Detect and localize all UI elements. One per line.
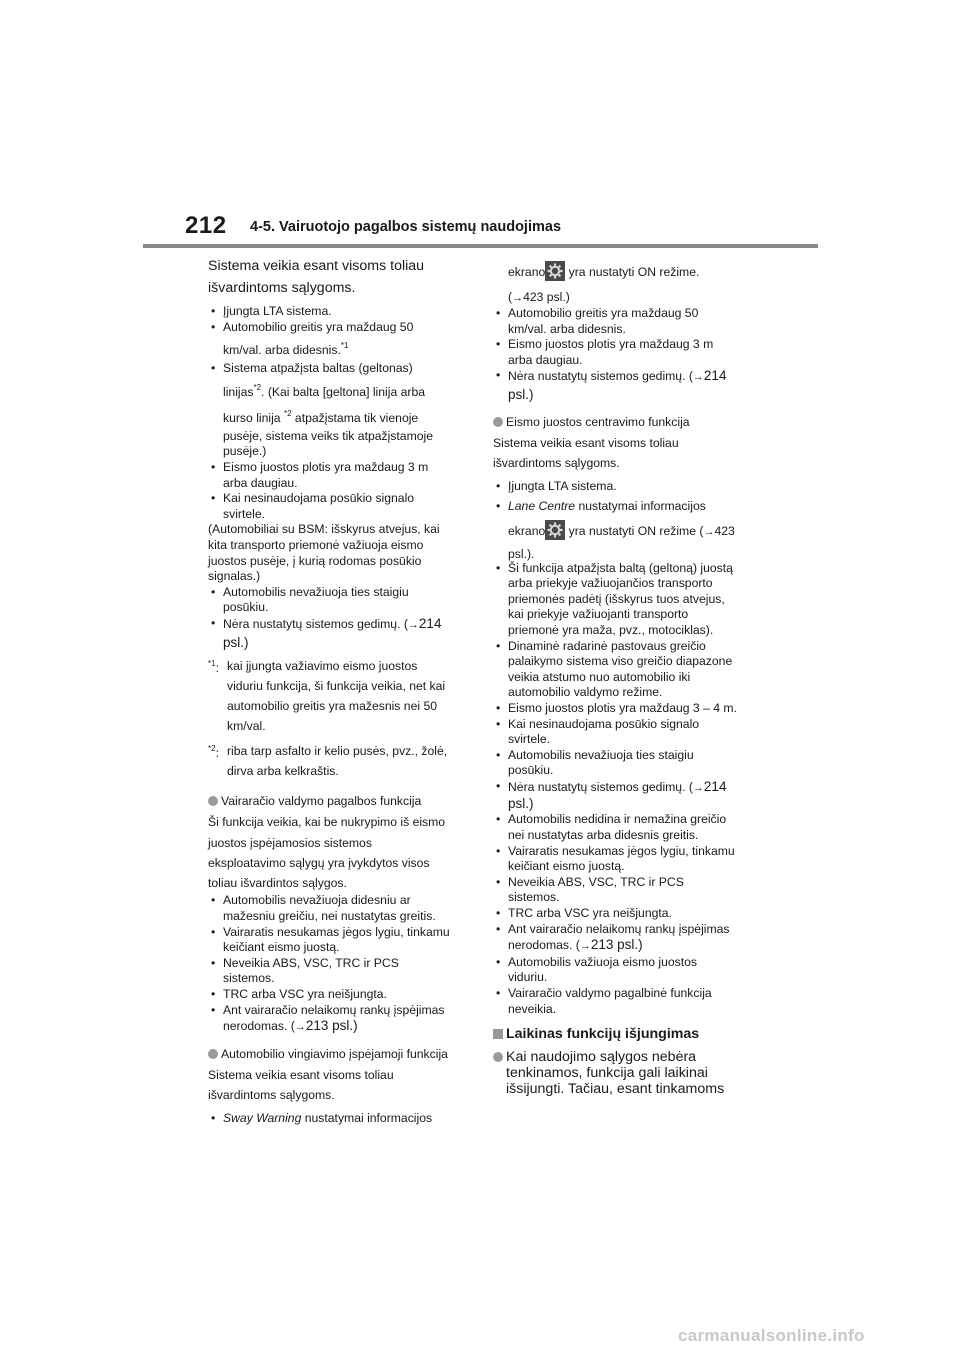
list-item: • Eismo juostos plotis yra maždaug 3 m arba daugiau. <box>493 337 755 368</box>
list-item: • Eismo juostos plotis yra maždaug 3 m arba daugiau. <box>208 460 470 491</box>
list-item: • Neveikia ABS, VSC, TRC ir PCS sistemos. <box>493 875 755 906</box>
list-item: • Automobilis nevažiuoja ties staigiu posūkiu. <box>493 748 755 779</box>
list-item: • Automobilis važiuoja eismo juostos viduriu. <box>493 955 755 986</box>
sway-warning-cont: ekrano yra nustatyti ON režime. <box>493 259 755 285</box>
list-item: • Ant vairaračio nelaikomų rankų įspėjimas nerodomas. (→213 psl.) <box>208 1003 470 1036</box>
gear-icon <box>545 261 565 281</box>
list-item: • Vairaračio valdymo pagalbinė funkcija neveikia. <box>493 986 755 1017</box>
gear-icon <box>545 520 565 540</box>
paragraph: Sistema veikia esant visoms toliau išvardintoms sąlygoms. <box>493 435 679 471</box>
list-item: • Automobilio greitis yra maždaug 50 km/val. arba didesnis. <box>493 306 755 337</box>
bsm-note: (Automobiliai su BSM: išskyrus atvejus, kai kita transporto priemonė važiuoja eismo juostos pusėje, į kurią rodomas posūkio signalas.) <box>208 522 440 584</box>
list-item: • Ant vairaračio nelaikomų rankų įspėjimas nerodomas. (→213 psl.) <box>493 922 755 955</box>
list-item: • Lane Centre nustatymai informacijos ekrano yra nustatyti ON režime (→423 psl.). <box>493 496 755 561</box>
list-item: • Vairaratis nesukamas jėgos lygiu, tinkamu keičiant eismo juostą. <box>493 844 755 875</box>
section-title: 4-5. Vairuotojo pagalbos sistemų naudojimas <box>250 219 562 235</box>
list-item: • Eismo juostos plotis yra maždaug 3 – 4 m. <box>493 701 755 717</box>
list-item: • Kai nesinaudojama posūkio signalo svirtele. <box>208 491 470 522</box>
right-column: ekrano yra nustatyti ON režime. (→423 psl.) • Automobilio greitis yra maždaug 50 km/val. arba didesnis. • Eismo juostos plotis yra maždaug 3 m arba daugiau. • Nėra nustatytų sistemos gedimų. (→214 psl.) Eismo juostos centravimo funkcija Sistema veikia esant visoms toliau išvardintoms sąlygoms. • Įjungta LTA sistema. • Lane Centre nustatymai informacijos ekrano yra nustatyti ON režime (→423 psl.). • Ši funkcija atpažįsta baltą (geltoną) juostą arba priekyje važiuojančios transporto priemonės padėtį (išskyrus tuos atvejus, kai priekyje važiuojanti transporto priemonė yra maža, pvz., motociklas). • Dinaminė radarinė pastovaus greičio palaikymo sistema viso greičio diapazone veikia atstumo nuo automobilio iki automobilio valdymo režime. • Eismo juostos plotis yra maždaug 3 – 4 m. • Kai nesinaudojama posūkio signalo svirtele. • Automobilis nevažiuoja ties staigiu posūkiu. • Nėra nustatytų sistemos gedimų. (→214 psl.) • Automobilis nedidina ir nemažina greičio nei nustatytas arba didesnis greitis. • Vairaratis nesukamas jėgos lygiu, tinkamu keičiant eismo juostą. • Neveikia ABS, VSC, TRC ir PCS sistemos. • TRC arba VSC yra neišjungta. • Ant vairaračio nelaikomų rankų įspėjimas nerodomas. (→213 psl.) • Automobilis važiuoja eismo juostos viduriu. • Vairaračio valdymo pagalbinė funkcija neveikia. Laikinas funkcijų išjungimas Kai naudojimo sąlygos nebėra tenkinamos, funkcija gali laikinai išsijungti. Tačiau, esant tinkamoms <box>493 259 755 1100</box>
list-item: • Automobilis nedidina ir nemažina greičio nei nustatytas arba didesnis greitis. <box>493 812 755 843</box>
list-item: • Nėra nustatytų sistemos gedimų. (→214 psl.) <box>493 779 755 813</box>
page-number: 212 <box>185 212 227 239</box>
list-item: • TRC arba VSC yra neišjungta. <box>208 987 470 1003</box>
list-item: • Automobilio greitis yra maždaug 50 km/val. arba didesnis.$^{*1}$ <box>208 320 470 362</box>
list-item: • Automobilis nevažiuoja didesniu ar mažesniu greičiu, nei nustatytas greitis. <box>208 893 470 924</box>
heading-temporary-disable: Laikinas funkcijų išjungimas <box>493 1025 755 1043</box>
list-item: • Kai nesinaudojama posūkio signalo svirtele. <box>493 717 755 748</box>
footnote-1: $^{*1}$: kai įjungta važiavimo eismo juostos viduriu funkcija, ši funkcija veikia, net kai automobilio greitis yra mažesnis nei 50 km/val. <box>208 658 446 734</box>
header-rule <box>143 244 818 248</box>
subheading-lane-centering: Eismo juostos centravimo funkcija <box>493 414 755 430</box>
list-item: • Automobilis nevažiuoja ties staigiu posūkiu. <box>208 585 470 616</box>
list-item: • Sway Warning nustatymai informacijos <box>208 1108 470 1128</box>
list-item: • Įjungta LTA sistema. <box>208 304 470 320</box>
list-item: • Neveikia ABS, VSC, TRC ir PCS sistemos. <box>208 956 470 987</box>
paragraph: Ši funkcija veikia, kai be nukrypimo iš eismo juostos įspėjamosios sistemos eksploatavimo sąlygų yra įvykdytos visos toliau išvardintos sąlygos. <box>208 815 446 891</box>
watermark: carmanualsonline.info <box>678 1326 865 1345</box>
intro-paragraph: Sistema veikia esant visoms toliau išvardintoms sąlygoms. <box>208 258 425 296</box>
list-item: • TRC arba VSC yra neišjungta. <box>493 906 755 922</box>
list-item: • Sistema atpažįsta baltas (geltonas) linijas$^{*2}$. (Kai balta [geltona] linija arba kurso linija $^{*2}$ atpažįstama tik vienoje pusėje, sistema veiks tik atpažįstamoje pusėje.) <box>208 361 470 460</box>
list-item: • Nėra nustatytų sistemos gedimų. (→214 psl.) <box>493 368 755 404</box>
list-item: • Vairaratis nesukamas jėgos lygiu, tinkamu keičiant eismo juostą. <box>208 925 470 956</box>
subheading-sway-warning: Automobilio vingiavimo įspėjamoji funkcija <box>208 1046 470 1062</box>
paragraph: Sistema veikia esant visoms toliau išvardintoms sąlygoms. <box>208 1067 394 1103</box>
list-item: • Ši funkcija atpažįsta baltą (geltoną) juostą arba priekyje važiuojančios transporto priemonės padėtį (išskyrus tuos atvejus, kai priekyje važiuojanti transporto priemonė yra maža, pvz., motociklas). <box>493 561 755 639</box>
subheading-steering-assist: Vairaračio valdymo pagalbos funkcija <box>208 793 470 809</box>
list-item: • Nėra nustatytų sistemos gedimų. (→214 psl.) <box>208 616 470 652</box>
list-item: • Įjungta LTA sistema. <box>493 476 755 496</box>
left-column <box>208 255 470 1128</box>
list-item: • Dinaminė radarinė pastovaus greičio palaikymo sistema viso greičio diapazone veikia atstumo nuo automobilio iki automobilio valdymo režime. <box>493 639 755 701</box>
paragraph-temporary-disable: Kai naudojimo sąlygos nebėra tenkinamos, funkcija gali laikinai išsijungti. Tačiau, esant tinkamoms <box>493 1049 755 1097</box>
footnote-2: $^{*2}$: riba tarp asfalto ir kelio pusės, pvz., žolė, dirva arba kelkraštis. <box>208 743 448 778</box>
